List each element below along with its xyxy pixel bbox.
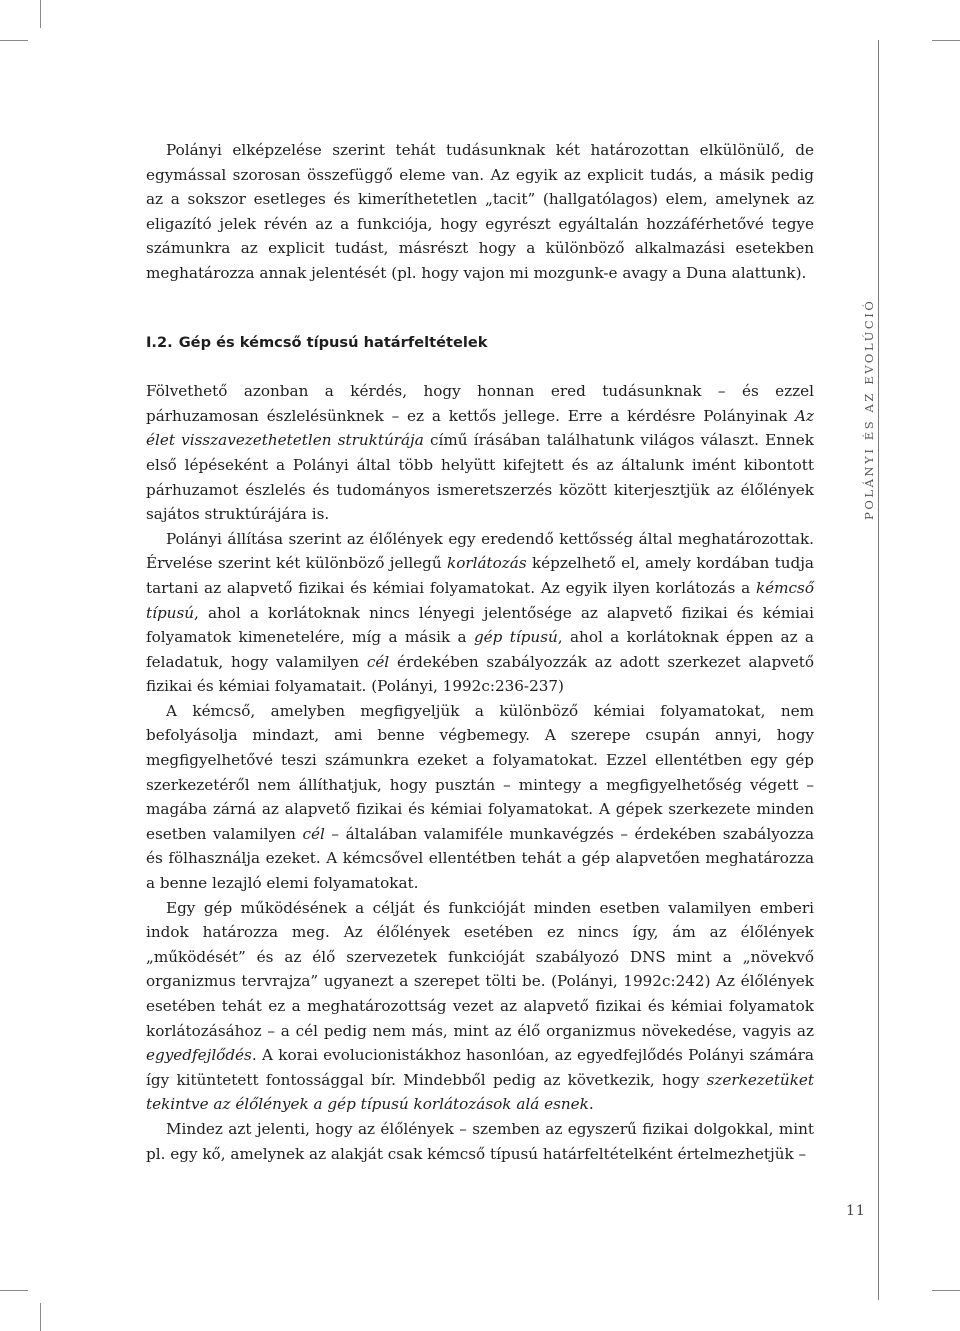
crop-mark: [40, 0, 41, 28]
margin-rule: [878, 40, 879, 1300]
page-number: 11: [846, 1203, 866, 1219]
running-head: POLÁNYI ÉS AZ EVOLÚCIÓ: [862, 298, 876, 520]
crop-mark: [0, 1290, 28, 1291]
body-text: [146, 138, 814, 1166]
text-run: .: [588, 1095, 594, 1114]
text-run: érdekében szabályozzák az adott szerkezet alapvető fizikai és kémiai folyamatait. (Polányi, 1992c:236-237): [146, 652, 815, 696]
text-run: Egy gép működésének a célját és funkcióját minden esetben valamilyen emberi indok határozza meg. Az élőlények esetében ez nincs így, ám az élőlények „működését” és az élő szervezetek funkcióját szabályozó DNS mint a „növekvő organizmus tervrajza” ugyanezt a szerepet tölti be. (Polányi, 1992c:242) Az élőlények esetében tehát ez a meghatározottság vezet az alapvető fizikai és kémiai folyamatok korlátozásához – a cél pedig nem más, mint az élő organizmus növekedése, vagyis az: [146, 898, 814, 1040]
crop-mark: [932, 1290, 960, 1291]
emphasis: kémcső típusú: [146, 578, 814, 622]
paragraph-text: Polányi elképzelése szerint tehát tudásunknak két határozottan elkülönülő, de egymással szorosan összefüggő eleme van. Az egyik az explicit tudás, a másik pedig az a sokszor esetleges és kimeríthetetlen „tacit” (hallgatólagos) elem, amelynek az eligazító jelek révén az a funkciója, hogy egyrészt egyáltalán hozzáférhetővé tegye számunkra az explicit tudást, másrészt hogy a különböző alkalmazási esetekben meghatározza annak jelentését (pl. hogy vajon mi mozgunk-e avagy a Duna alattunk).: [146, 141, 814, 282]
paragraph: [146, 138, 814, 286]
emphasis: egyedfejlődés: [146, 1046, 252, 1065]
section-number: I.2.: [146, 333, 173, 351]
text-run: A kémcső, amelyben megfigyeljük a különböző kémiai folyamatokat, nem befolyásolja mindazt, ami benne végbemegy. A szerepe csupán annyi, hogy megfigyelhetővé teszi számunkra ezeket a folyamatokat. Ezzel ellentétben egy gép szerkezetéről nem állíthatjuk, hogy pusztán – mintegy a megfigyelhetőség végett – magába zárná az alapvető fizikai és kémiai folyamatokat. A gépek szerkezete minden esetben valamilyen: [146, 701, 814, 843]
text-run: című írásában találhatunk világos választ. Ennek első lépéseként a Polányi által több helyütt kifejtett és az általunk imént kibontott párhuzamot észlelés és tudományos ismeretszerzés között kiterjesztjük az élőlények sajátos struktúrájára is.: [146, 431, 814, 524]
section-heading: [146, 331, 814, 356]
text-run: Polányi állítása szerint az élőlények egy eredendő kettősség által meghatározottak. Érvelése szerint két különböző jellegű: [146, 529, 814, 573]
paragraph: [146, 379, 814, 527]
text-run: , ahol a korlátoknak nincs lényegi jelentősége az alapvető fizikai és kémiai folyamatok kimenetelére, míg a másik a: [146, 603, 814, 647]
emphasis: cél: [302, 824, 325, 843]
crop-mark: [932, 40, 960, 41]
emphasis: korlátozás: [447, 554, 527, 573]
emphasis: szerkezetüket tekintve az élőlények a gép típusú korlátozások alá esnek: [146, 1070, 814, 1114]
text-run: , ahol a korlátoknak éppen az a feladatuk, hogy valamilyen: [146, 628, 814, 671]
book-title: Az élet visszavezethetetlen struktúrája: [146, 406, 814, 450]
emphasis: cél: [366, 652, 390, 671]
section-title: Gép és kémcső típusú határfeltételek: [178, 333, 488, 351]
paragraph-text: Mindez azt jelenti, hogy az élőlények – szemben az egyszerű fizikai dolgokkal, mint pl. egy kő, amelynek az alakját csak kémcső típusú határfeltételként értelmezhetjük –: [146, 1119, 814, 1163]
crop-mark: [0, 40, 28, 41]
emphasis: gép típusú: [473, 628, 558, 647]
paragraph: [146, 527, 814, 699]
text-run: . A korai evolucionistákhoz hasonlóan, az egyedfejlődés Polányi számára így kitüntetett fontossággal bír. Mindebből pedig az következik, hogy: [146, 1046, 814, 1089]
paragraph: [146, 1117, 814, 1166]
paragraph: [146, 896, 814, 1117]
text-run: Fölvethető azonban a kérdés, hogy honnan ered tudásunknak – és ezzel párhuzamosan észlelésünknek – ez a kettős jellege. Erre a kérdésre Polányinak: [146, 382, 814, 425]
text-run: – általában valamiféle munkavégzés – érdekében szabályozza és fölhasználja ezeket. A kémcsővel ellentétben tehát a gép alapvetően meghatározza a benne lezajló elemi folyamatokat.: [146, 824, 814, 893]
crop-mark: [40, 1303, 41, 1331]
text-run: képzelhető el, amely kordában tudja tartani az alapvető fizikai és kémiai folyamatokat. Az egyik ilyen korlátozás a: [146, 554, 814, 597]
paragraph: [146, 699, 814, 896]
